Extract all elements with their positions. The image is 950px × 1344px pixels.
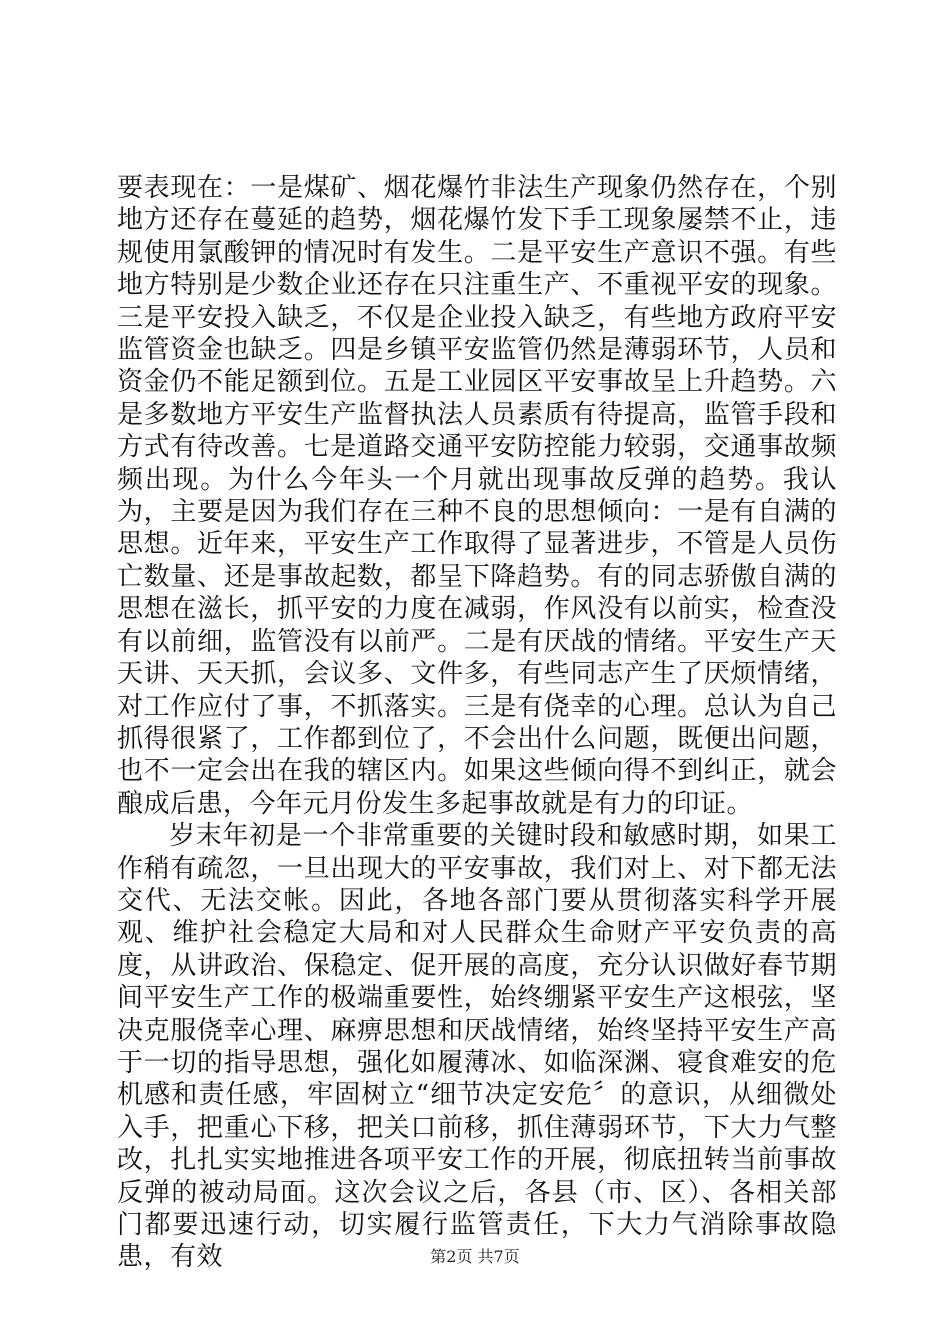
body-text [117,172,837,1274]
page-footer: 第2页 共7页 [430,1247,520,1266]
paragraph: 岁末年初是一个非常重要的关键时段和敏感时期，如果工作稍有疏忽，一旦出现大的平安事故，我们对上、对下都无法交代、无法交帐。因此，各地各部门要从贯彻落实科学开展观、维护社会稳定大局和对人民群众生命财产平安负责的高度，从讲政治、保稳定、促开展的高度，充分认识做好春节期间平安生产工作的极端重要性，始终绷紧平安生产这根弦，坚决克服侥幸心理、麻痹思想和厌战情绪，始终坚持平安生产高于一切的指导思想，强化如履薄冰、如临深渊、寝食难安的危机感和责任感，牢固树立“细节决定安危〞的意识，从细微处入手，把重心下移，把关口前移，抓住薄弱环节，下大力气整改，扎扎实实地推进各项平安工作的开展，彻底扭转当前事故反弹的被动局面。这次会议之后，各县（市、区）、各相关部门都要迅速行动，切实履行监管责任，下大力气消除事故隐患，有效 [117,821,837,1273]
paragraph-continued: 要表现在：一是煤矿、烟花爆竹非法生产现象仍然存在，个别地方还存在蔓延的趋势，烟花爆竹发下手工现象屡禁不止，违规使用氯酸钾的情况时有发生。二是平安生产意识不强。有些地方特别是少数企业还存在只注重生产、不重视平安的现象。三是平安投入缺乏，不仅是企业投入缺乏，有些地方政府平安监管资金也缺乏。四是乡镇平安监管仍然是薄弱环节，人员和资金仍不能足额到位。五是工业园区平安事故呈上升趋势。六是多数地方平安生产监督执法人员素质有待提高，监管手段和方式有待改善。七是道路交通平安防控能力较弱，交通事故频频出现。为什么今年头一个月就出现事故反弹的趋势。我认为，主要是因为我们存在三种不良的思想倾向：一是有自满的思想。近年来，平安生产工作取得了显著进步，不管是人员伤亡数量、还是事故起数，都呈下降趋势。有的同志骄傲自满的思想在滋长，抓平安的力度在减弱，作风没有以前实，检查没有以前细，监管没有以前严。二是有厌战的情绪。平安生产天天讲、天天抓，会议多、文件多，有些同志产生了厌烦情绪，对工作应付了事，不抓落实。三是有侥幸的心理。总认为自己抓得很紧了，工作都到位了，不会出什么问题，既便出问题，也不一定会出在我的辖区内。如果这些倾向得不到纠正，就会酿成后患，今年元月份发生多起事故就是有力的印证。 [117,173,837,819]
